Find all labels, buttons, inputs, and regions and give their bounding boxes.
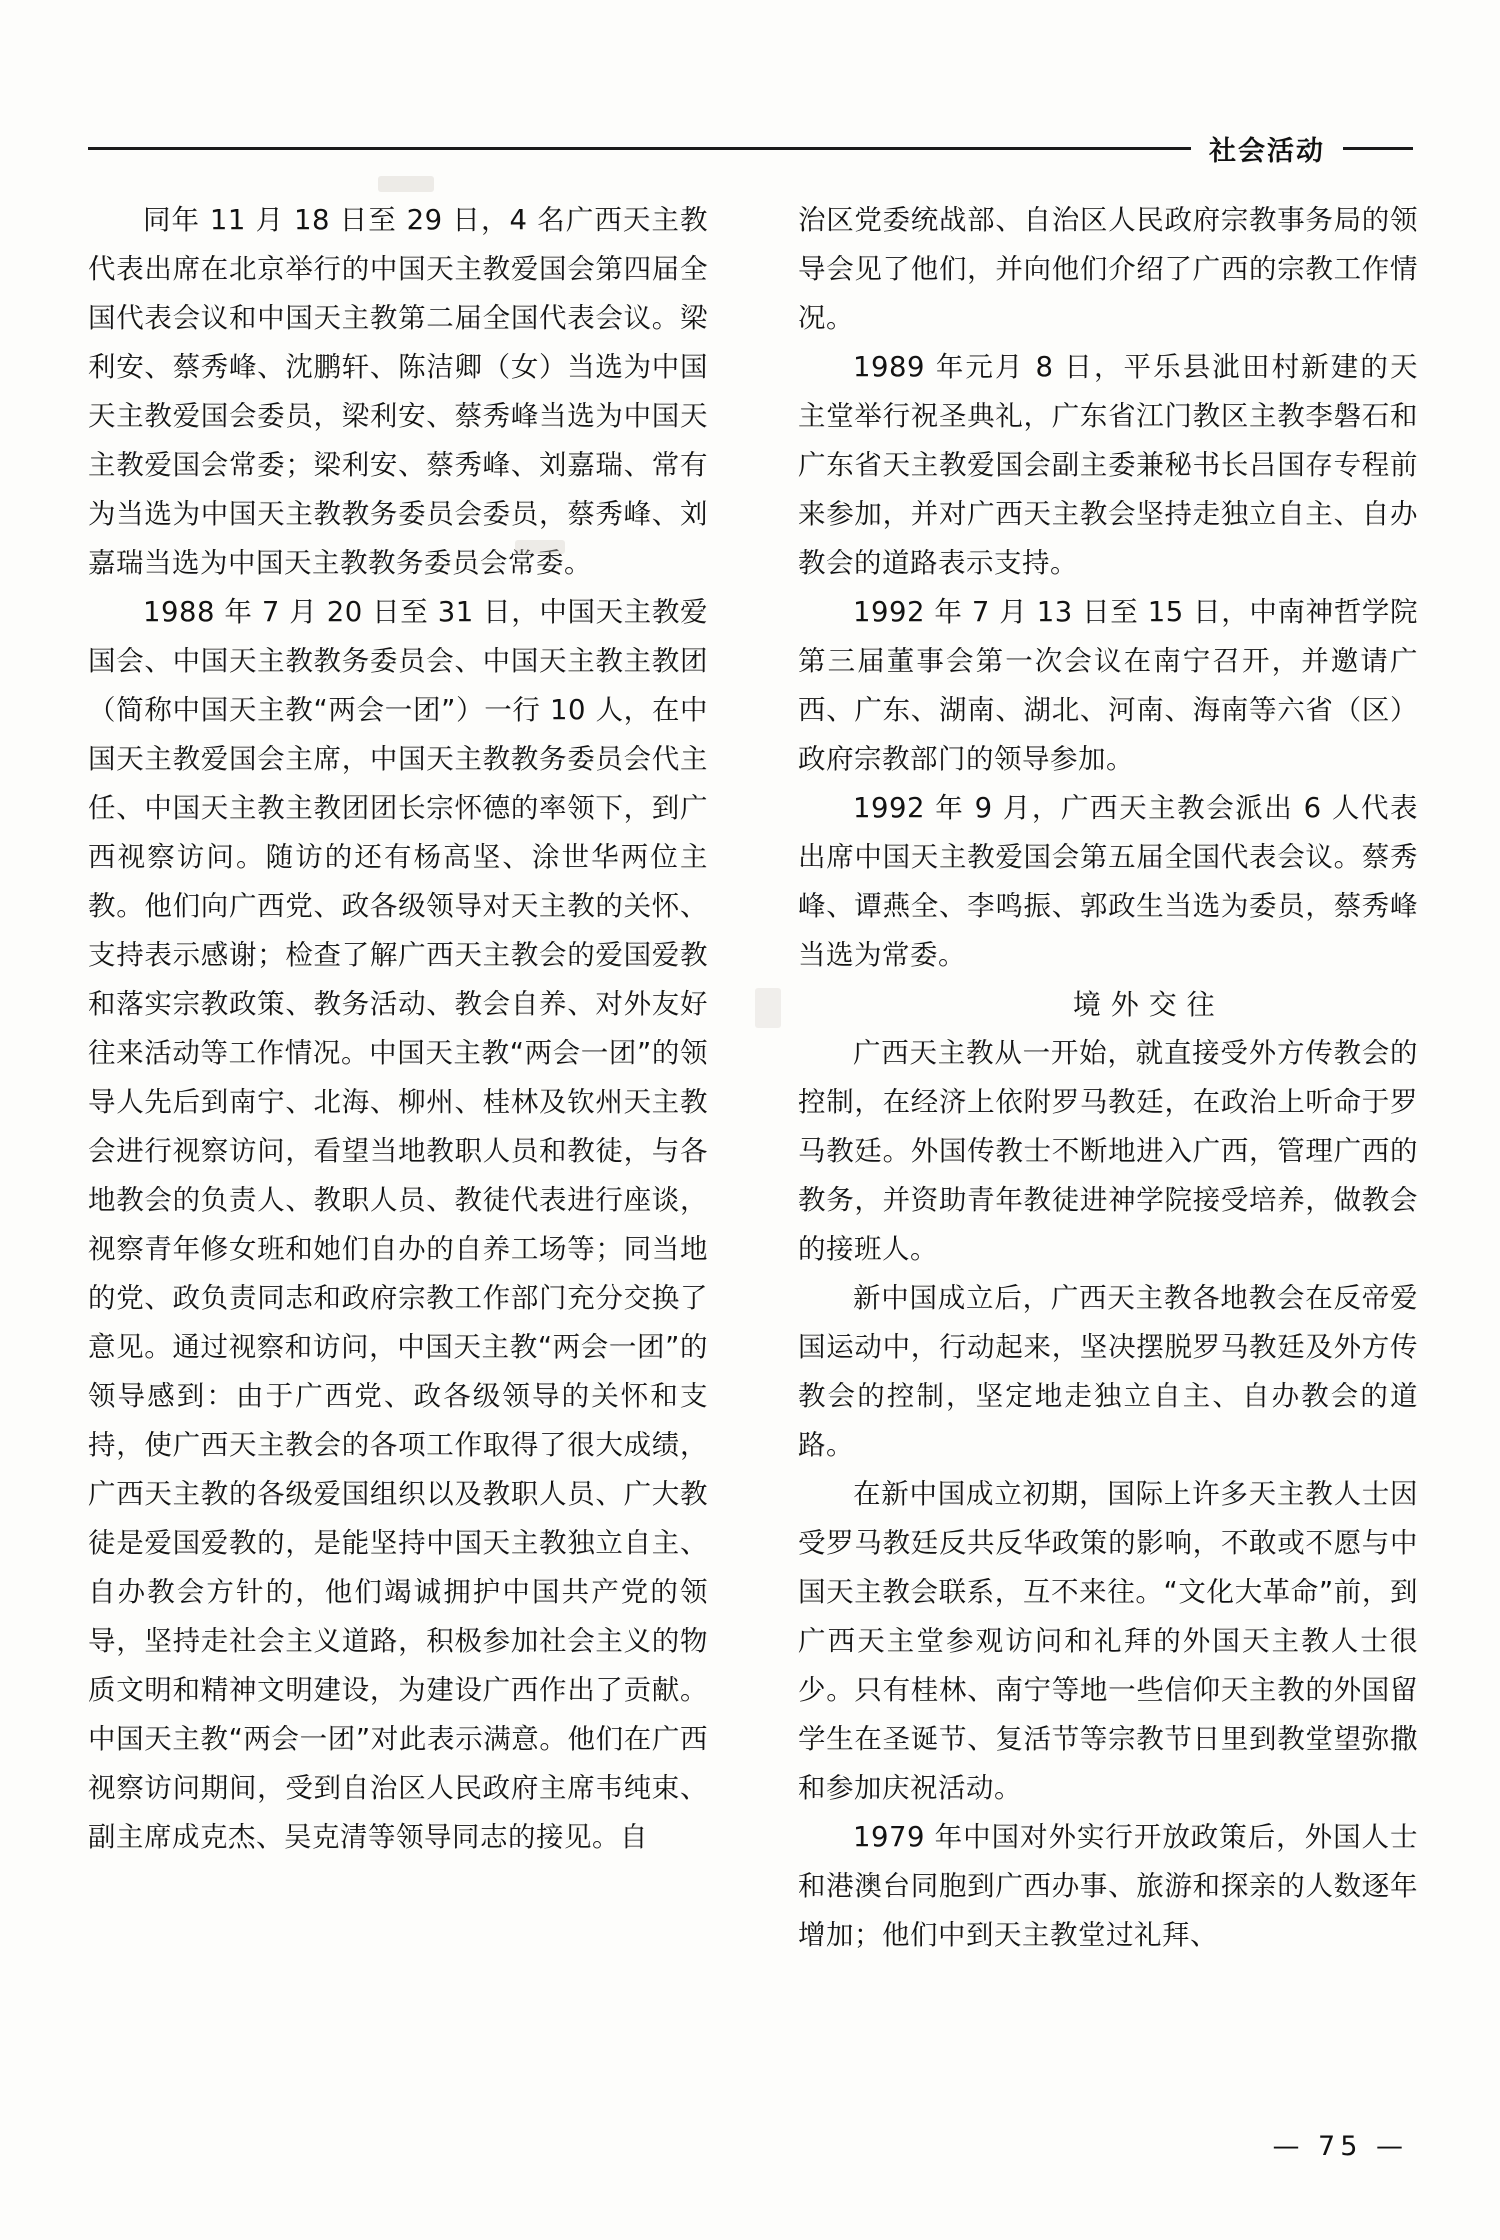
paragraph: 新中国成立后，广西天主教各地教会在反帝爱国运动中，行动起来，坚决摆脱罗马教廷及外方传教会的控制，坚定地走独立自主、自办教会的道路。 [798, 1282, 1418, 1461]
paragraph: 1992 年 9 月，广西天主教会派出 6 人代表出席中国天主教爱国会第五届全国代表会议。蔡秀峰、谭燕全、李鸣振、郭政生当选为委员，蔡秀峰当选为常委。 [798, 792, 1418, 971]
paragraph: 同年 11 月 18 日至 29 日，4 名广西天主教代表出席在北京举行的中国天主教爱国会第四届全国代表会议和中国天主教第二届全国代表会议。梁利安、蔡秀峰、沈鹏轩、陈洁卿（女）当选为中国天主教爱国会委员，梁利安、蔡秀峰当选为中国天主教爱国会常委；梁利安、蔡秀峰、刘嘉瑞、常有为当选为中国天主教教务委员会委员，蔡秀峰、刘嘉瑞当选为中国天主教教务委员会常委。 [88, 204, 708, 579]
page-number: — 75 — [1272, 2131, 1408, 2162]
scan-artifact [378, 176, 434, 192]
section-title: 社会活动 [1209, 135, 1325, 167]
header-rule-right [1343, 147, 1413, 150]
paragraph: 1992 年 7 月 13 日至 15 日，中南神哲学院第三届董事会第一次会议在南宁召开，并邀请广西、广东、湖南、湖北、河南、海南等六省（区）政府宗教部门的领导参加。 [798, 596, 1418, 775]
paragraph: 在新中国成立初期，国际上许多天主教人士因受罗马教廷反共反华政策的影响，不敢或不愿与中国天主教会联系，互不来往。“文化大革命”前，到广西天主堂参观访问和礼拜的外国天主教人士很少。只有桂林、南宁等地一些信仰天主教的外国留学生在圣诞节、复活节等宗教节日里到教堂望弥撒和参加庆祝活动。 [798, 1478, 1418, 1804]
paragraph: 治区党委统战部、自治区人民政府宗教事务局的领导会见了他们，并向他们介绍了广西的宗教工作情况。 [798, 204, 1418, 334]
left-column [88, 196, 708, 2086]
subsection-heading: 境 外 交 往 [1072, 988, 1216, 1021]
paragraph: 1979 年中国对外实行开放政策后，外国人士和港澳台同胞到广西办事、旅游和探亲的人数逐年增加；他们中到天主教堂过礼拜、 [798, 1821, 1418, 1951]
page-header [88, 128, 1413, 168]
header-rule-left [88, 147, 1191, 150]
paragraph: 1988 年 7 月 20 日至 31 日，中国天主教爱国会、中国天主教教务委员会、中国天主教主教团（简称中国天主教“两会一团”）一行 10 人，在中国天主教爱国会主席，中国天主教教务委员会代主任、中国天主教主教团团长宗怀德的率领下，到广西视察访问。随访的还有杨高坚、涂世华两位主教。他们向广西党、政各级领导对天主教的关怀、支持表示感谢；检查了解广西天主教会的爱国爱教和落实宗教政策、教务活动、教会自养、对外友好往来活动等工作情况。中国天主教“两会一团”的领导人先后到南宁、北海、柳州、桂林及钦州天主教会进行视察访问，看望当地教职人员和教徒，与各地教会的负责人、教职人员、教徒代表进行座谈，视察青年修女班和她们自办的自养工场等；同当地的党、政负责同志和政府宗教工作部门充分交换了意见。通过视察和访问，中国天主教“两会一团”的领导感到：由于广西党、政各级领导的关怀和支持，使广西天主教会的各项工作取得了很大成绩，广西天主教的各级爱国组织以及教职人员、广大教徒是爱国爱教的，是能坚持中国天主教独立自主、自办教会方针的，他们竭诚拥护中国共产党的领导，坚持走社会主义道路，积极参加社会主义的物质文明和精神文明建设，为建设广西作出了贡献。中国天主教“两会一团”对此表示满意。他们在广西视察访问期间，受到自治区人民政府主席韦纯束、副主席成克杰、吴克清等领导同志的接见。自 [88, 596, 708, 1853]
paragraph: 1989 年元月 8 日，平乐县泚田村新建的天主堂举行祝圣典礼，广东省江门教区主教李磐石和广东省天主教爱国会副主委兼秘书长吕国存专程前来参加，并对广西天主教会坚持走独立自主、自办教会的道路表示支持。 [798, 351, 1418, 579]
right-column [798, 196, 1418, 2086]
body-columns [88, 196, 1418, 2086]
paragraph: 广西天主教从一开始，就直接受外方传教会的控制，在经济上依附罗马教廷，在政治上听命于罗马教廷。外国传教士不断地进入广西，管理广西的教务，并资助青年教徒进神学院接受培养，做教会的接班人。 [798, 1037, 1418, 1265]
